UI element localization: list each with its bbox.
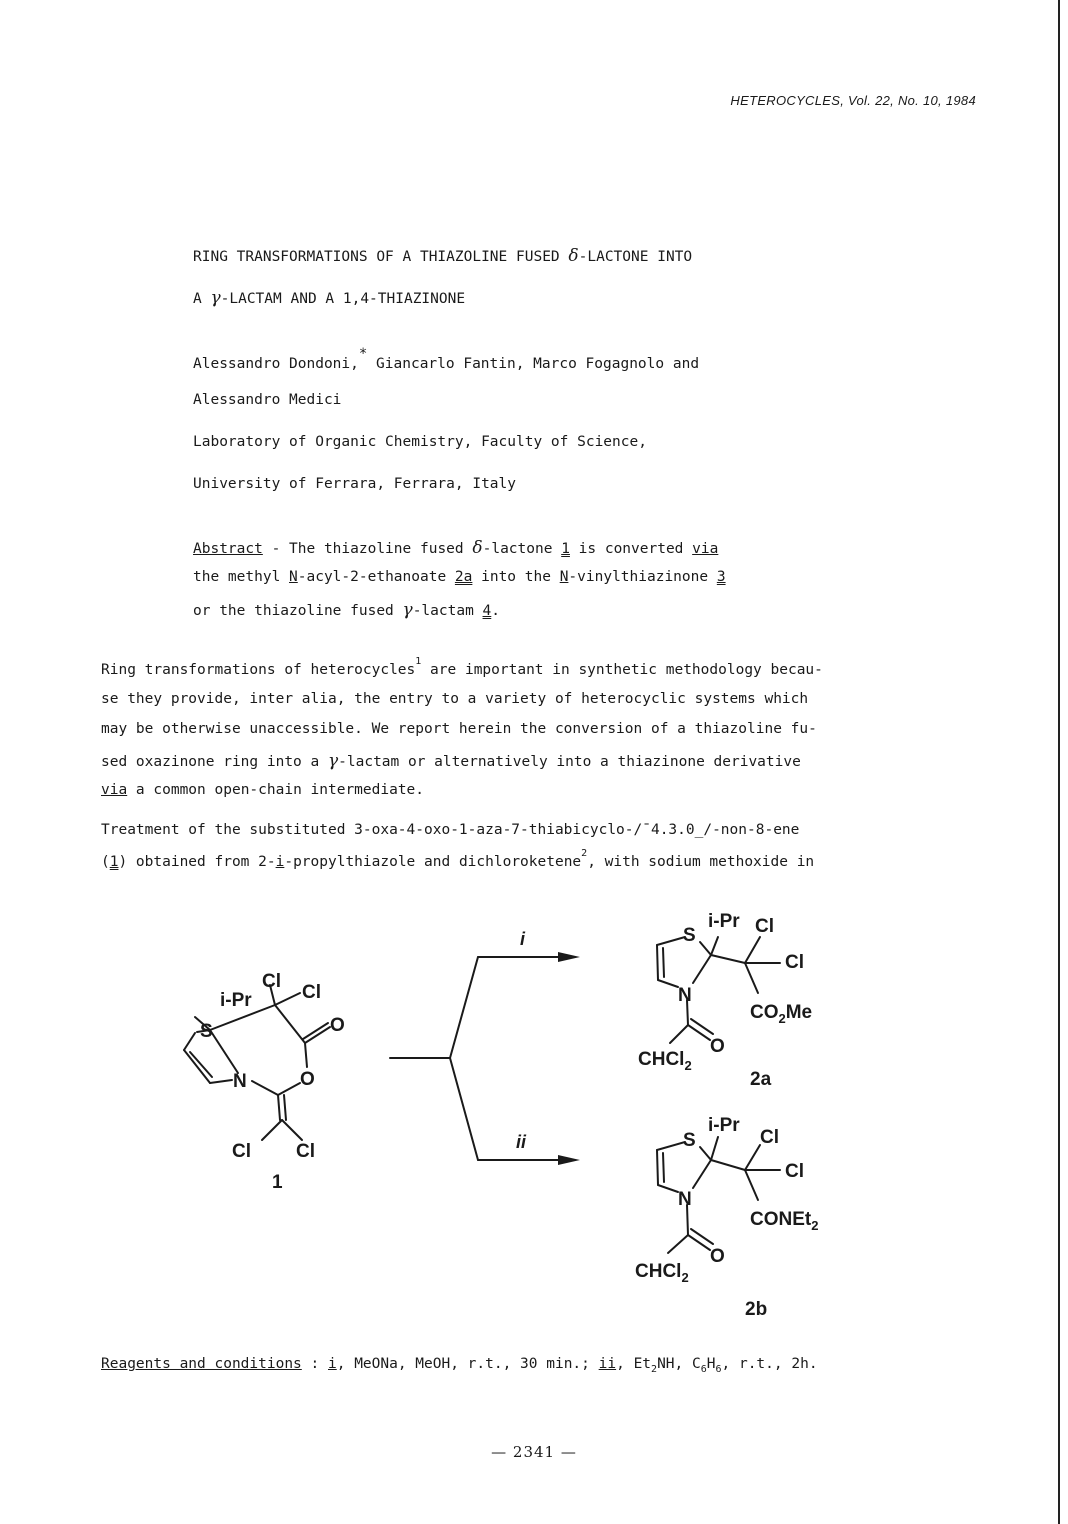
c2a-bond-ipr: [711, 937, 718, 955]
c2a-ester: $CO_2Me$: [750, 1002, 813, 1026]
c2b-bond-acyl-o: [688, 1235, 710, 1250]
journal-header: HETEROCYCLES, Vol. 22, No. 10, 1984: [730, 93, 976, 108]
arrow-i-label: i: [520, 929, 526, 949]
page-edge-line: [1058, 0, 1060, 1524]
arrow-ii-label: ii: [516, 1132, 527, 1152]
title-line-1: RING TRANSFORMATIONS OF A THIAZOLINE FUSED δ-LACTONE INTO: [193, 246, 693, 266]
body-p1-line-1: Ring transformations of heterocycles$^1$ are important in synthetic methodology becau-: [101, 656, 823, 678]
c2b-bond-c-n: [658, 1185, 678, 1192]
c2a-bond-acyl-o: [688, 1025, 710, 1040]
c1-o-ring: O: [300, 1069, 315, 1090]
authors-line-2: Alessandro Medici: [193, 392, 342, 408]
c2a-chcl2: CHCl$_2$: [638, 1049, 692, 1073]
c1-cl-a: Cl: [262, 971, 281, 992]
c2a-bond-acyl-chcl2: [670, 1025, 688, 1043]
c2a-bond-ester: [745, 963, 758, 993]
reagents-label: Reagents and conditions: [101, 1356, 302, 1372]
c2b-bond-amide: [745, 1170, 758, 1200]
arrow-ii-head: [558, 1155, 580, 1165]
abstract-line-3: or the thiazoline fused γ-lactam 4.: [193, 600, 500, 620]
c2b-o: O: [710, 1246, 725, 1267]
c1-cl-b: Cl: [302, 982, 321, 1003]
c2a-bond-s-c: [657, 937, 685, 945]
reaction-scheme: [100, 905, 940, 1335]
c2a-cl-b: Cl: [785, 952, 804, 973]
c2a-ipr: i-Pr: [708, 911, 740, 932]
authors-line-1: Alessandro Dondoni,* Giancarlo Fantin, Marco Fogagnolo and: [193, 346, 700, 372]
c1-bond-c8-c7: [275, 1005, 305, 1043]
c2b-ipr: i-Pr: [708, 1115, 740, 1136]
arrow-i-head: [558, 952, 580, 962]
c2b-cl-b: Cl: [785, 1161, 804, 1182]
affiliation-line-2: University of Ferrara, Ferrara, Italy: [193, 476, 517, 492]
c2a-bond-n-c2: [693, 955, 711, 983]
c2a-bond-s-c2: [700, 942, 711, 955]
c2b-bond-s-c2: [700, 1147, 711, 1160]
arrow-branch-down: [450, 1058, 478, 1160]
c2b-bond-c-c-double: [663, 1153, 664, 1182]
c1-n: N: [233, 1071, 247, 1092]
c2b-bond-c-c: [657, 1150, 658, 1185]
c2b-label: 2b: [745, 1299, 768, 1320]
body-p1-line-3: may be otherwise unaccessible. We report herein the conversion of a thiazoline fu-: [101, 721, 817, 737]
body-p2-line-2: (1) obtained from 2-i-propylthiazole and dichloroketene$^2$, with sodium methoxide in: [101, 848, 815, 870]
c1-bond-n-c4: [252, 1081, 278, 1095]
c1-bond-c-c: [184, 1050, 210, 1083]
c1-o-carbonyl: O: [330, 1015, 345, 1036]
c2a-label: 2a: [750, 1069, 772, 1090]
affiliation-line-1: Laboratory of Organic Chemistry, Faculty of Science,: [193, 434, 647, 450]
c2a-bond-cl-a: [745, 937, 760, 963]
c2b-n: N: [678, 1189, 692, 1210]
c1-bond-c7-o: [305, 1043, 307, 1067]
c1-bond-c8a-n: [210, 1030, 238, 1073]
c2b-bond-acyl-o-2: [691, 1229, 713, 1244]
c2a-bond-c2-ccl2: [711, 955, 745, 963]
c2a-bond-acyl-o-2: [691, 1019, 713, 1034]
c1-cl-c: Cl: [232, 1141, 251, 1162]
c2b-bond-acyl-chcl2: [668, 1235, 688, 1253]
abstract-line-2: the methyl N-acyl-2-ethanoate 2a into the N-vinylthiazinone 3: [193, 569, 726, 585]
c1-bond-exo-2: [284, 1095, 286, 1120]
abstract-line-1: Abstract - The thiazoline fused δ-lactone 1 is converted via: [193, 538, 719, 558]
c1-bond-cl-d: [282, 1120, 302, 1140]
c2a-o: O: [710, 1036, 725, 1057]
body-p1-line-2: se they provide, inter alia, the entry to a variety of heterocyclic systems which: [101, 691, 809, 707]
c1-s: S: [200, 1021, 213, 1042]
c1-bond-c-n: [210, 1080, 232, 1083]
c2a-s: S: [683, 925, 696, 946]
c1-bond-exo-1: [278, 1095, 280, 1120]
c2a-bond-c-n: [658, 980, 678, 987]
c2b-bond-ipr: [711, 1137, 718, 1160]
c2b-amide: CONEt$_2$: [750, 1209, 819, 1233]
c2b-bond-n-c2: [693, 1160, 711, 1188]
page-number: — 2341 —: [491, 1443, 577, 1461]
c2b-bond-cl-a: [745, 1145, 760, 1170]
c1-bond-o-c: [278, 1083, 300, 1095]
body-p1-line-4: sed oxazinone ring into a γ-lactam or alternatively into a thiazinone derivative: [101, 751, 801, 771]
c2b-bond-c2-ccl2: [711, 1160, 745, 1170]
c1-label: 1: [272, 1172, 283, 1193]
c2a-bond-c-c: [657, 945, 658, 980]
title-line-2: A γ-LACTAM AND A 1,4-THIAZINONE: [193, 288, 466, 308]
c1-bond-s-c: [184, 1033, 195, 1050]
c2a-n: N: [678, 985, 692, 1006]
c1-bond-c-c-double: [190, 1052, 212, 1077]
c1-ipr: i-Pr: [220, 990, 252, 1011]
c2b-bond-s-c: [657, 1142, 685, 1150]
body-p2-line-1: Treatment of the substituted 3-oxa-4-oxo-1-aza-7-thiabicyclo-/¯4.3.0_/-non-8-ene: [101, 822, 800, 838]
body-p1-line-5: via a common open-chain intermediate.: [101, 782, 425, 798]
c1-bond-cl-c: [262, 1120, 282, 1140]
abstract-label: Abstract: [193, 541, 263, 557]
c2a-cl-a: Cl: [755, 916, 774, 937]
c1-cl-d: Cl: [296, 1141, 315, 1162]
c1-bond-cl-b: [275, 993, 300, 1005]
c2b-chcl2: CHCl$_2$: [635, 1261, 689, 1285]
c2b-cl-a: Cl: [760, 1127, 779, 1148]
arrow-branch-up: [450, 957, 478, 1058]
c2b-s: S: [683, 1130, 696, 1151]
c2a-bond-c-c-double: [663, 948, 664, 977]
reagents-conditions: Reagents and conditions : i, MeONa, MeOH, r.t., 30 min.; ii, $Et_2NH$, $C_6H_6$, r.t., 2h.: [101, 1356, 818, 1375]
